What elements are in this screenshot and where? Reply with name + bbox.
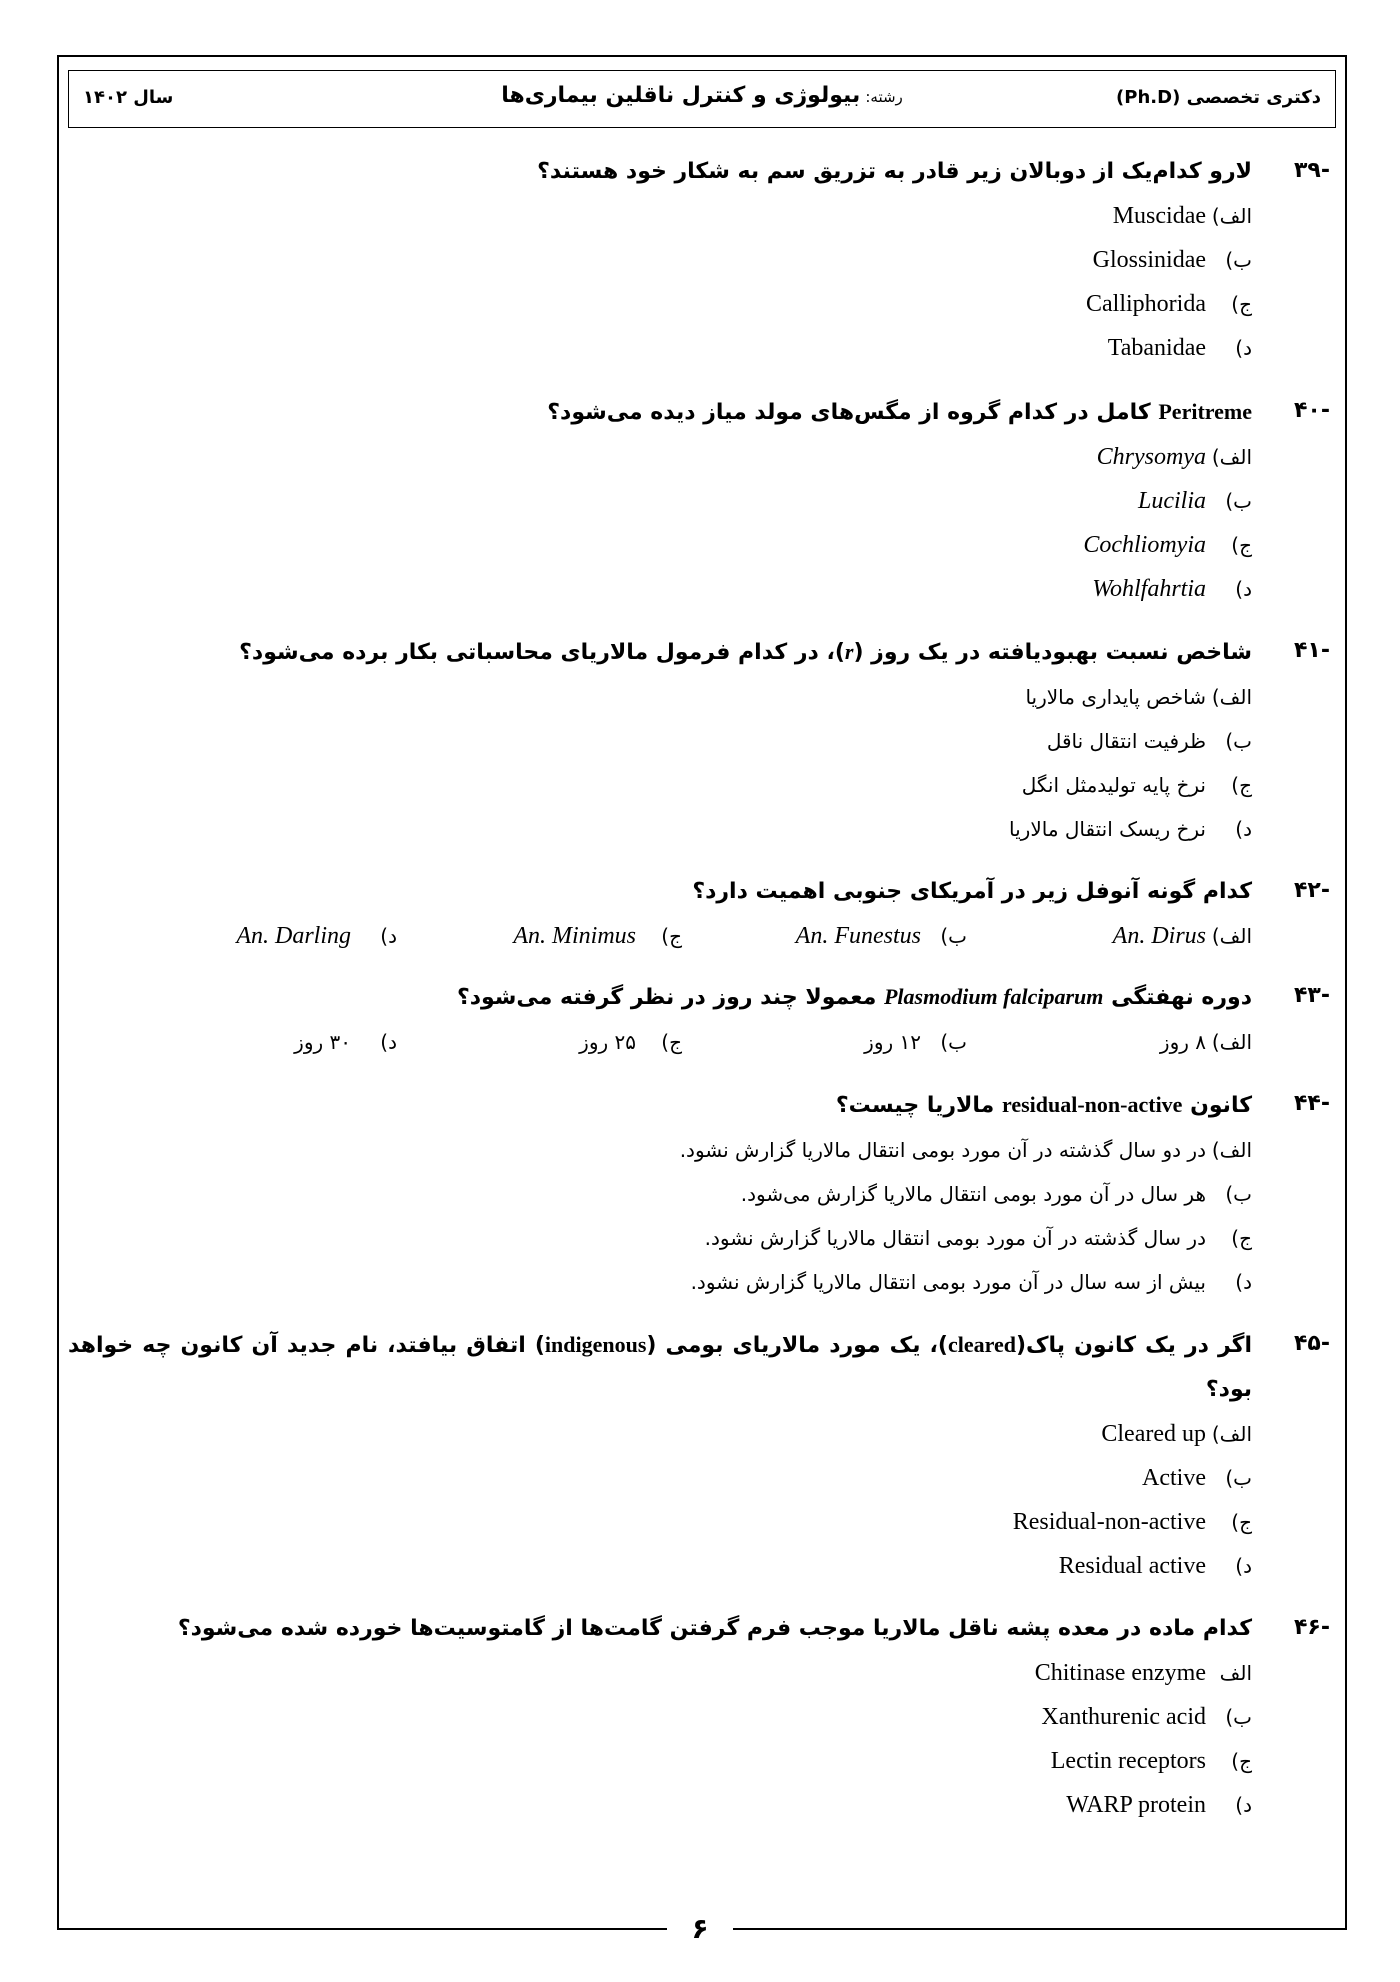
option-label: د): [380, 1030, 397, 1054]
option-text: Xanthurenic acid: [1041, 1704, 1206, 1730]
option-label: ج): [1231, 1749, 1252, 1773]
question-39: [68, 150, 1330, 370]
option-text: در دو سال گذشته در آن مورد بومی انتقال مالاریا گزارش نشود.: [679, 1138, 1206, 1162]
question-text-part: کانون: [1182, 1093, 1252, 1118]
option-b[interactable]: [68, 1695, 1252, 1739]
question-text-part: معمولا چند روز در نظر گرفته می‌شود؟: [456, 985, 884, 1010]
option-text: An. Darling: [236, 923, 351, 949]
option-d[interactable]: [68, 1544, 1252, 1588]
option-text: Cochliomyia: [1083, 532, 1206, 558]
question-44: [68, 1083, 1330, 1304]
option-label: ج): [1231, 1226, 1252, 1250]
option-text: Calliphorida: [1086, 291, 1206, 317]
option-label: ب): [1225, 1705, 1252, 1729]
option-d[interactable]: [68, 807, 1252, 851]
options-row: [68, 1020, 1252, 1064]
option-text: ۲۵ روز: [579, 1030, 636, 1054]
option-d[interactable]: [68, 326, 1252, 370]
options-list: [68, 435, 1252, 611]
option-label: د): [1235, 1793, 1252, 1817]
option-b[interactable]: [68, 719, 1252, 763]
option-label: الف): [1211, 1138, 1252, 1162]
question-text-part: دوره نهفتگی: [1103, 985, 1252, 1010]
question-latin-term: cleared: [947, 1332, 1016, 1357]
option-label: ج): [661, 924, 682, 948]
option-text: WARP protein: [1066, 1792, 1206, 1818]
page-number: [0, 1912, 1400, 1945]
options-list: [68, 1412, 1252, 1588]
option-label: الف): [1211, 204, 1252, 228]
option-label: ج): [1231, 292, 1252, 316]
question-latin-term: Plasmodium falciparum: [883, 984, 1104, 1009]
question-text: لارو کدام‌یک از دوبالان زیر قادر به تزریق سم به شکار خود هستند؟: [537, 159, 1252, 184]
option-label: ج): [1231, 533, 1252, 557]
option-c[interactable]: [68, 1739, 1252, 1783]
option-label: الف): [1211, 1422, 1252, 1446]
options-list: [68, 194, 1252, 370]
option-b[interactable]: [68, 479, 1252, 523]
option-text: نرخ ریسک انتقال مالاریا: [1009, 817, 1206, 841]
option-d[interactable]: [112, 1020, 397, 1064]
option-c[interactable]: [68, 523, 1252, 567]
option-text: Wohlfahrtia: [1092, 576, 1206, 602]
question-number: -۴۲: [1294, 878, 1330, 903]
option-text: Chrysomya: [1096, 444, 1206, 470]
option-a[interactable]: [68, 675, 1252, 719]
option-label: ج): [1231, 773, 1252, 797]
option-text: An. Funestus: [795, 923, 921, 949]
option-text: Chitinase enzyme: [1034, 1660, 1206, 1686]
option-c[interactable]: [68, 1500, 1252, 1544]
option-b[interactable]: [68, 1172, 1252, 1216]
option-b[interactable]: [682, 914, 967, 958]
option-text: بیش از سه سال در آن مورد بومی انتقال مالاریا گزارش نشود.: [690, 1270, 1206, 1294]
options-list: [68, 1651, 1252, 1827]
option-label: الف): [1211, 685, 1252, 709]
page-number-text: ۶: [667, 1912, 732, 1945]
question-41: [68, 630, 1330, 851]
question-number: -۴۵: [1294, 1331, 1330, 1356]
question-text: [68, 630, 1252, 675]
option-label: د): [1235, 336, 1252, 360]
question-text-part: شاخص نسبت بهبودیافته در یک روز (: [853, 640, 1252, 665]
question-46: [68, 1607, 1330, 1827]
option-text: An. Minimus: [513, 923, 636, 949]
option-d[interactable]: [112, 914, 397, 958]
option-label: ب): [1225, 489, 1252, 513]
question-40: [68, 390, 1330, 611]
option-d[interactable]: [68, 1783, 1252, 1827]
question-variable: r: [844, 639, 854, 664]
option-label: ج): [661, 1030, 682, 1054]
question-text-rest: کامل در کدام گروه از مگس‌های مولد میاز دیده می‌شود؟: [547, 400, 1159, 425]
question-latin-term: Peritreme: [1158, 399, 1252, 424]
option-label: الف: [1219, 1661, 1252, 1685]
option-c[interactable]: [397, 1020, 682, 1064]
option-a[interactable]: [68, 194, 1252, 238]
option-text: Active: [1142, 1465, 1206, 1491]
options-list: [68, 1128, 1252, 1304]
option-c[interactable]: [68, 282, 1252, 326]
option-label: الف): [1211, 1030, 1252, 1054]
question-text: [68, 1323, 1252, 1412]
field-value: بیولوژی و کنترل ناقلین بیماری‌ها: [501, 83, 861, 108]
option-text: An. Dirus: [1112, 923, 1206, 949]
question-text-part: ) اتفاق بیافتد، نام جدید آن کانون چه خواهد بود؟: [68, 1333, 1252, 1402]
option-label: د): [1235, 577, 1252, 601]
page-header: [68, 70, 1336, 128]
option-c[interactable]: [397, 914, 682, 958]
question-text-part: مالاریا چیست؟: [835, 1093, 1002, 1118]
option-label: ب): [940, 1030, 967, 1054]
option-text: Lectin receptors: [1050, 1748, 1206, 1774]
options-row: [68, 914, 1252, 958]
exam-year: سال ۱۴۰۲: [83, 87, 174, 108]
option-text: Muscidae: [1112, 203, 1206, 229]
option-label: الف): [1211, 924, 1252, 948]
degree-label: دکتری تخصصی (Ph.D): [1116, 87, 1321, 108]
option-text: Cleared up: [1101, 1421, 1206, 1447]
option-a[interactable]: [68, 435, 1252, 479]
option-label: د): [1235, 1554, 1252, 1578]
option-text: شاخص پایداری مالاریا: [1025, 685, 1206, 709]
option-label: د): [1235, 1270, 1252, 1294]
question-number: -۴۱: [1294, 638, 1330, 663]
option-text: ۳۰ روز: [294, 1030, 351, 1054]
option-text: نرخ پایه تولیدمثل انگل: [1021, 773, 1206, 797]
option-b[interactable]: [682, 1020, 967, 1064]
option-text: در سال گذشته در آن مورد بومی انتقال مالاریا گزارش نشود.: [704, 1226, 1206, 1250]
option-label: ب): [1225, 1182, 1252, 1206]
option-label: ب): [1225, 1466, 1252, 1490]
option-label: الف): [1211, 445, 1252, 469]
question-text: کدام ماده در معده پشه ناقل مالاریا موجب فرم گرفتن گامت‌ها از گامتوسیت‌ها خورده شده می‌شود؟: [177, 1616, 1252, 1641]
question-text: [68, 975, 1252, 1020]
question-number: -۴۰: [1294, 398, 1330, 423]
question-number: -۳۹: [1294, 158, 1330, 183]
option-b[interactable]: [68, 238, 1252, 282]
question-number: -۴۶: [1294, 1615, 1330, 1640]
option-d[interactable]: [68, 1260, 1252, 1304]
option-c[interactable]: [68, 763, 1252, 807]
option-label: ب): [1225, 729, 1252, 753]
question-text: کدام گونه آنوفل زیر در آمریکای جنوبی اهمیت دارد؟: [692, 879, 1252, 904]
option-label: ج): [1231, 1510, 1252, 1534]
option-text: ۱۲ روز: [864, 1030, 921, 1054]
option-b[interactable]: [68, 1456, 1252, 1500]
option-label: د): [380, 924, 397, 948]
option-text: ظرفیت انتقال ناقل: [1046, 729, 1206, 753]
field-label: رشته:: [865, 88, 903, 106]
option-text: ۸ روز: [1159, 1030, 1206, 1054]
option-c[interactable]: [68, 1216, 1252, 1260]
question-text: [68, 390, 1252, 435]
question-text-part: )، یک مورد مالاریای بومی (: [646, 1333, 948, 1358]
option-text: Lucilia: [1137, 488, 1206, 514]
question-text-part: )، در کدام فرمول مالاریای محاسباتی بکار برده می‌شود؟: [239, 640, 845, 665]
option-a[interactable]: [68, 1128, 1252, 1172]
option-text: Residual active: [1058, 1553, 1206, 1579]
option-text: Tabanidae: [1107, 335, 1206, 361]
option-text: هر سال در آن مورد بومی انتقال مالاریا گزارش می‌شود.: [740, 1182, 1206, 1206]
options-list: [68, 675, 1252, 851]
option-a[interactable]: [967, 1020, 1252, 1064]
question-45: [68, 1323, 1330, 1588]
question-latin-term: indigenous: [544, 1332, 647, 1357]
option-text: Glossinidae: [1092, 247, 1206, 273]
question-number: -۴۴: [1294, 1091, 1330, 1116]
option-a[interactable]: [967, 914, 1252, 958]
option-label: ب): [1225, 248, 1252, 272]
question-42: [68, 870, 1330, 958]
option-label: د): [1235, 817, 1252, 841]
option-a[interactable]: [68, 1651, 1252, 1695]
option-a[interactable]: [68, 1412, 1252, 1456]
question-text-part: اگر در یک کانون پاک(: [1015, 1333, 1253, 1358]
option-d[interactable]: [68, 567, 1252, 611]
question-text: [68, 1083, 1252, 1128]
option-text: Residual-non-active: [1012, 1509, 1206, 1535]
option-label: ب): [940, 924, 967, 948]
question-latin-term: residual-non-active: [1001, 1092, 1183, 1117]
question-43: [68, 975, 1330, 1064]
question-number: -۴۳: [1294, 983, 1330, 1008]
